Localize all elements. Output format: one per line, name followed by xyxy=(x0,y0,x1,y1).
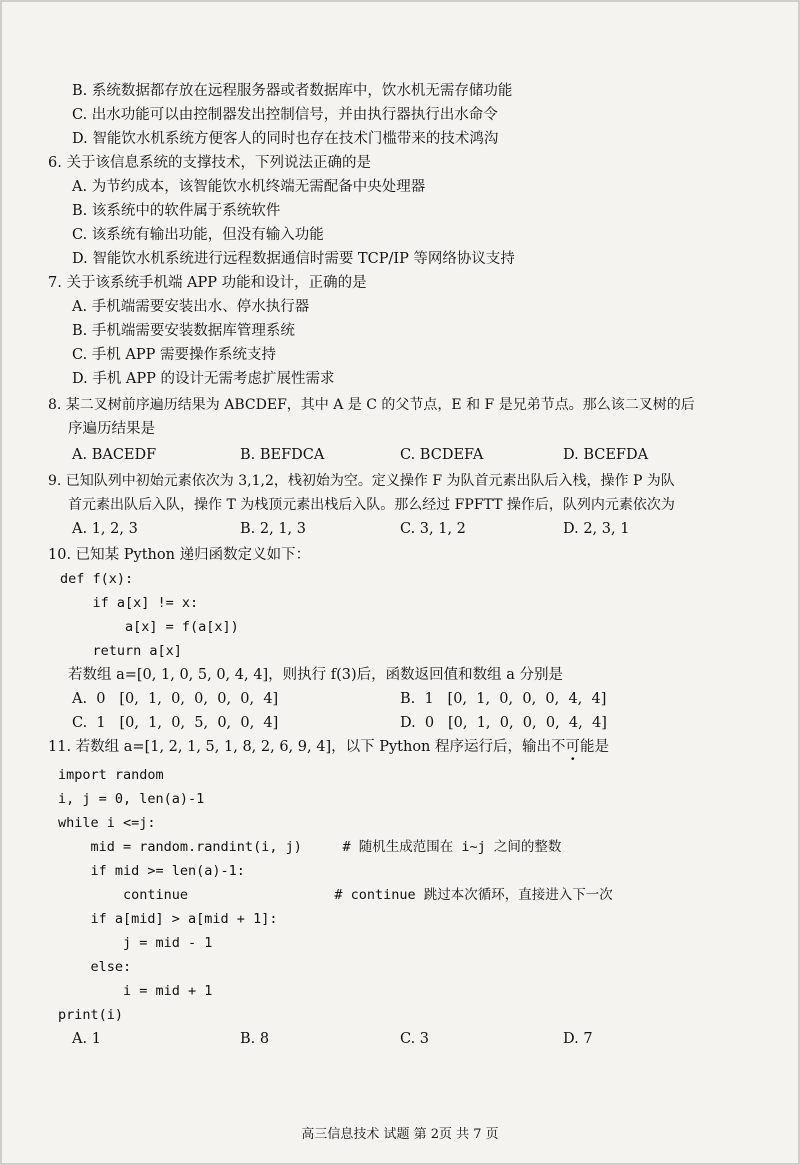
q5-option-b: B. 系统数据都存放在远程服务器或者数据库中，饮水机无需存储功能 xyxy=(72,83,513,99)
q11-stem-emphasis: 不可能 xyxy=(551,739,595,755)
q10-option-c: C. 1 [0, 1, 0, 5, 0, 0, 4] xyxy=(72,715,279,731)
q7-option-a: A. 手机端需要安装出水、停水执行器 xyxy=(72,299,310,315)
q11-code-line: i, j = 0, len(a)-1 xyxy=(58,791,205,807)
q11-option-c: C. 3 xyxy=(400,1031,430,1047)
q6-option-b: B. 该系统中的软件属于系统软件 xyxy=(72,203,281,219)
q10-code-line: if a[x] != x: xyxy=(60,595,199,611)
q11-option-a: A. 1 xyxy=(72,1031,101,1047)
q11-stem-post: 是 xyxy=(594,739,610,755)
q10-option-d: D. 0 [0, 1, 0, 0, 0, 4, 4] xyxy=(400,715,607,731)
q11-code-line: else: xyxy=(58,959,132,975)
q10-option-b: B. 1 [0, 1, 0, 0, 0, 4, 4] xyxy=(400,691,607,707)
q6-stem: 6. 关于该信息系统的支撑技术，下列说法正确的是 xyxy=(48,155,371,171)
q6-option-d: D. 智能饮水机系统进行远程数据通信时需要 TCP/IP 等网络协议支持 xyxy=(72,251,515,267)
q11-code-line: if a[mid] > a[mid + 1]: xyxy=(58,911,278,927)
q9-option-b: B. 2, 1, 3 xyxy=(240,521,306,537)
q8-option-d: D. BCEFDA xyxy=(563,447,649,463)
q11-code-line: if mid >= len(a)-1: xyxy=(58,863,245,879)
q11-option-d: D. 7 xyxy=(563,1031,593,1047)
q7-stem: 7. 关于该系统手机端 APP 功能和设计，正确的是 xyxy=(48,275,367,291)
q11-code-line: import random xyxy=(58,767,164,783)
q9-option-a: A. 1, 2, 3 xyxy=(72,521,138,537)
q11-option-b: B. 8 xyxy=(240,1031,270,1047)
q10-code-line: def f(x): xyxy=(60,571,134,587)
q9-stem-line2: 首元素出队后入队，操作 T 为栈顶元素出栈后入队。那么经过 FPFTT 操作后，队列内元素依次为 xyxy=(68,497,675,513)
q8-option-b: B. BEFDCA xyxy=(240,447,325,463)
q7-option-c: C. 手机 APP 需要操作系统支持 xyxy=(72,347,276,363)
q11-code-line: while i <=j: xyxy=(58,815,156,831)
q8-option-c: C. BCDEFA xyxy=(400,447,484,463)
page-footer: 高三信息技术 试题 第 2页 共 7 页 xyxy=(301,1127,499,1142)
q10-question: 若数组 a=[0, 1, 0, 5, 0, 4, 4]，则执行 f(3)后，函数返回值和数组 a 分别是 xyxy=(68,667,563,683)
q5-option-c: C. 出水功能可以由控制器发出控制信号，并由执行器执行出水命令 xyxy=(72,107,498,123)
q11-code-line: i = mid + 1 xyxy=(58,983,213,999)
q8-stem-line1: 8. 某二叉树前序遍历结果为 ABCDEF，其中 A 是 C 的父节点，E 和 F 是兄弟节点。那么该二叉树的后 xyxy=(48,397,695,413)
q5-option-d: D. 智能饮水机系统方便客人的同时也存在技术门槛带来的技术鸿沟 xyxy=(72,131,499,147)
q11-code-line: continue # continue 跳过本次循环，直接进入下一次 xyxy=(58,887,613,903)
q10-option-a: A. 0 [0, 1, 0, 0, 0, 0, 4] xyxy=(72,691,279,707)
q8-stem-line2: 序遍历结果是 xyxy=(68,421,155,437)
q6-option-a: A. 为节约成本，该智能饮水机终端无需配备中央处理器 xyxy=(72,179,426,195)
q6-option-c: C. 该系统有输出功能，但没有输入功能 xyxy=(72,227,324,243)
q11-code-line: j = mid - 1 xyxy=(58,935,213,951)
q11-stem-pre: 11. 若数组 a=[1, 2, 1, 5, 1, 8, 2, 6, 9, 4]，以下 Python 程序运行后，输出 xyxy=(48,739,552,755)
q11-code-line: mid = random.randint(i, j) # 随机生成范围在 i~j 之间的整数 xyxy=(58,839,562,855)
q10-stem: 10. 已知某 Python 递归函数定义如下： xyxy=(48,547,311,563)
q9-option-c: C. 3, 1, 2 xyxy=(400,521,466,537)
q11-stem xyxy=(48,738,609,756)
q8-option-a: A. BACEDF xyxy=(72,447,157,463)
q9-option-d: D. 2, 3, 1 xyxy=(563,521,630,537)
q10-code-line: return a[x] xyxy=(60,643,182,659)
q7-option-b: B. 手机端需要安装数据库管理系统 xyxy=(72,323,295,339)
q10-code-line: a[x] = f(a[x]) xyxy=(60,619,239,635)
q11-code-line: print(i) xyxy=(58,1007,124,1023)
q9-stem-line1: 9. 已知队列中初始元素依次为 3,1,2，栈初始为空。定义操作 F 为队首元素出队后入栈，操作 P 为队 xyxy=(48,473,675,489)
q7-option-d: D. 手机 APP 的设计无需考虑扩展性需求 xyxy=(72,371,335,387)
